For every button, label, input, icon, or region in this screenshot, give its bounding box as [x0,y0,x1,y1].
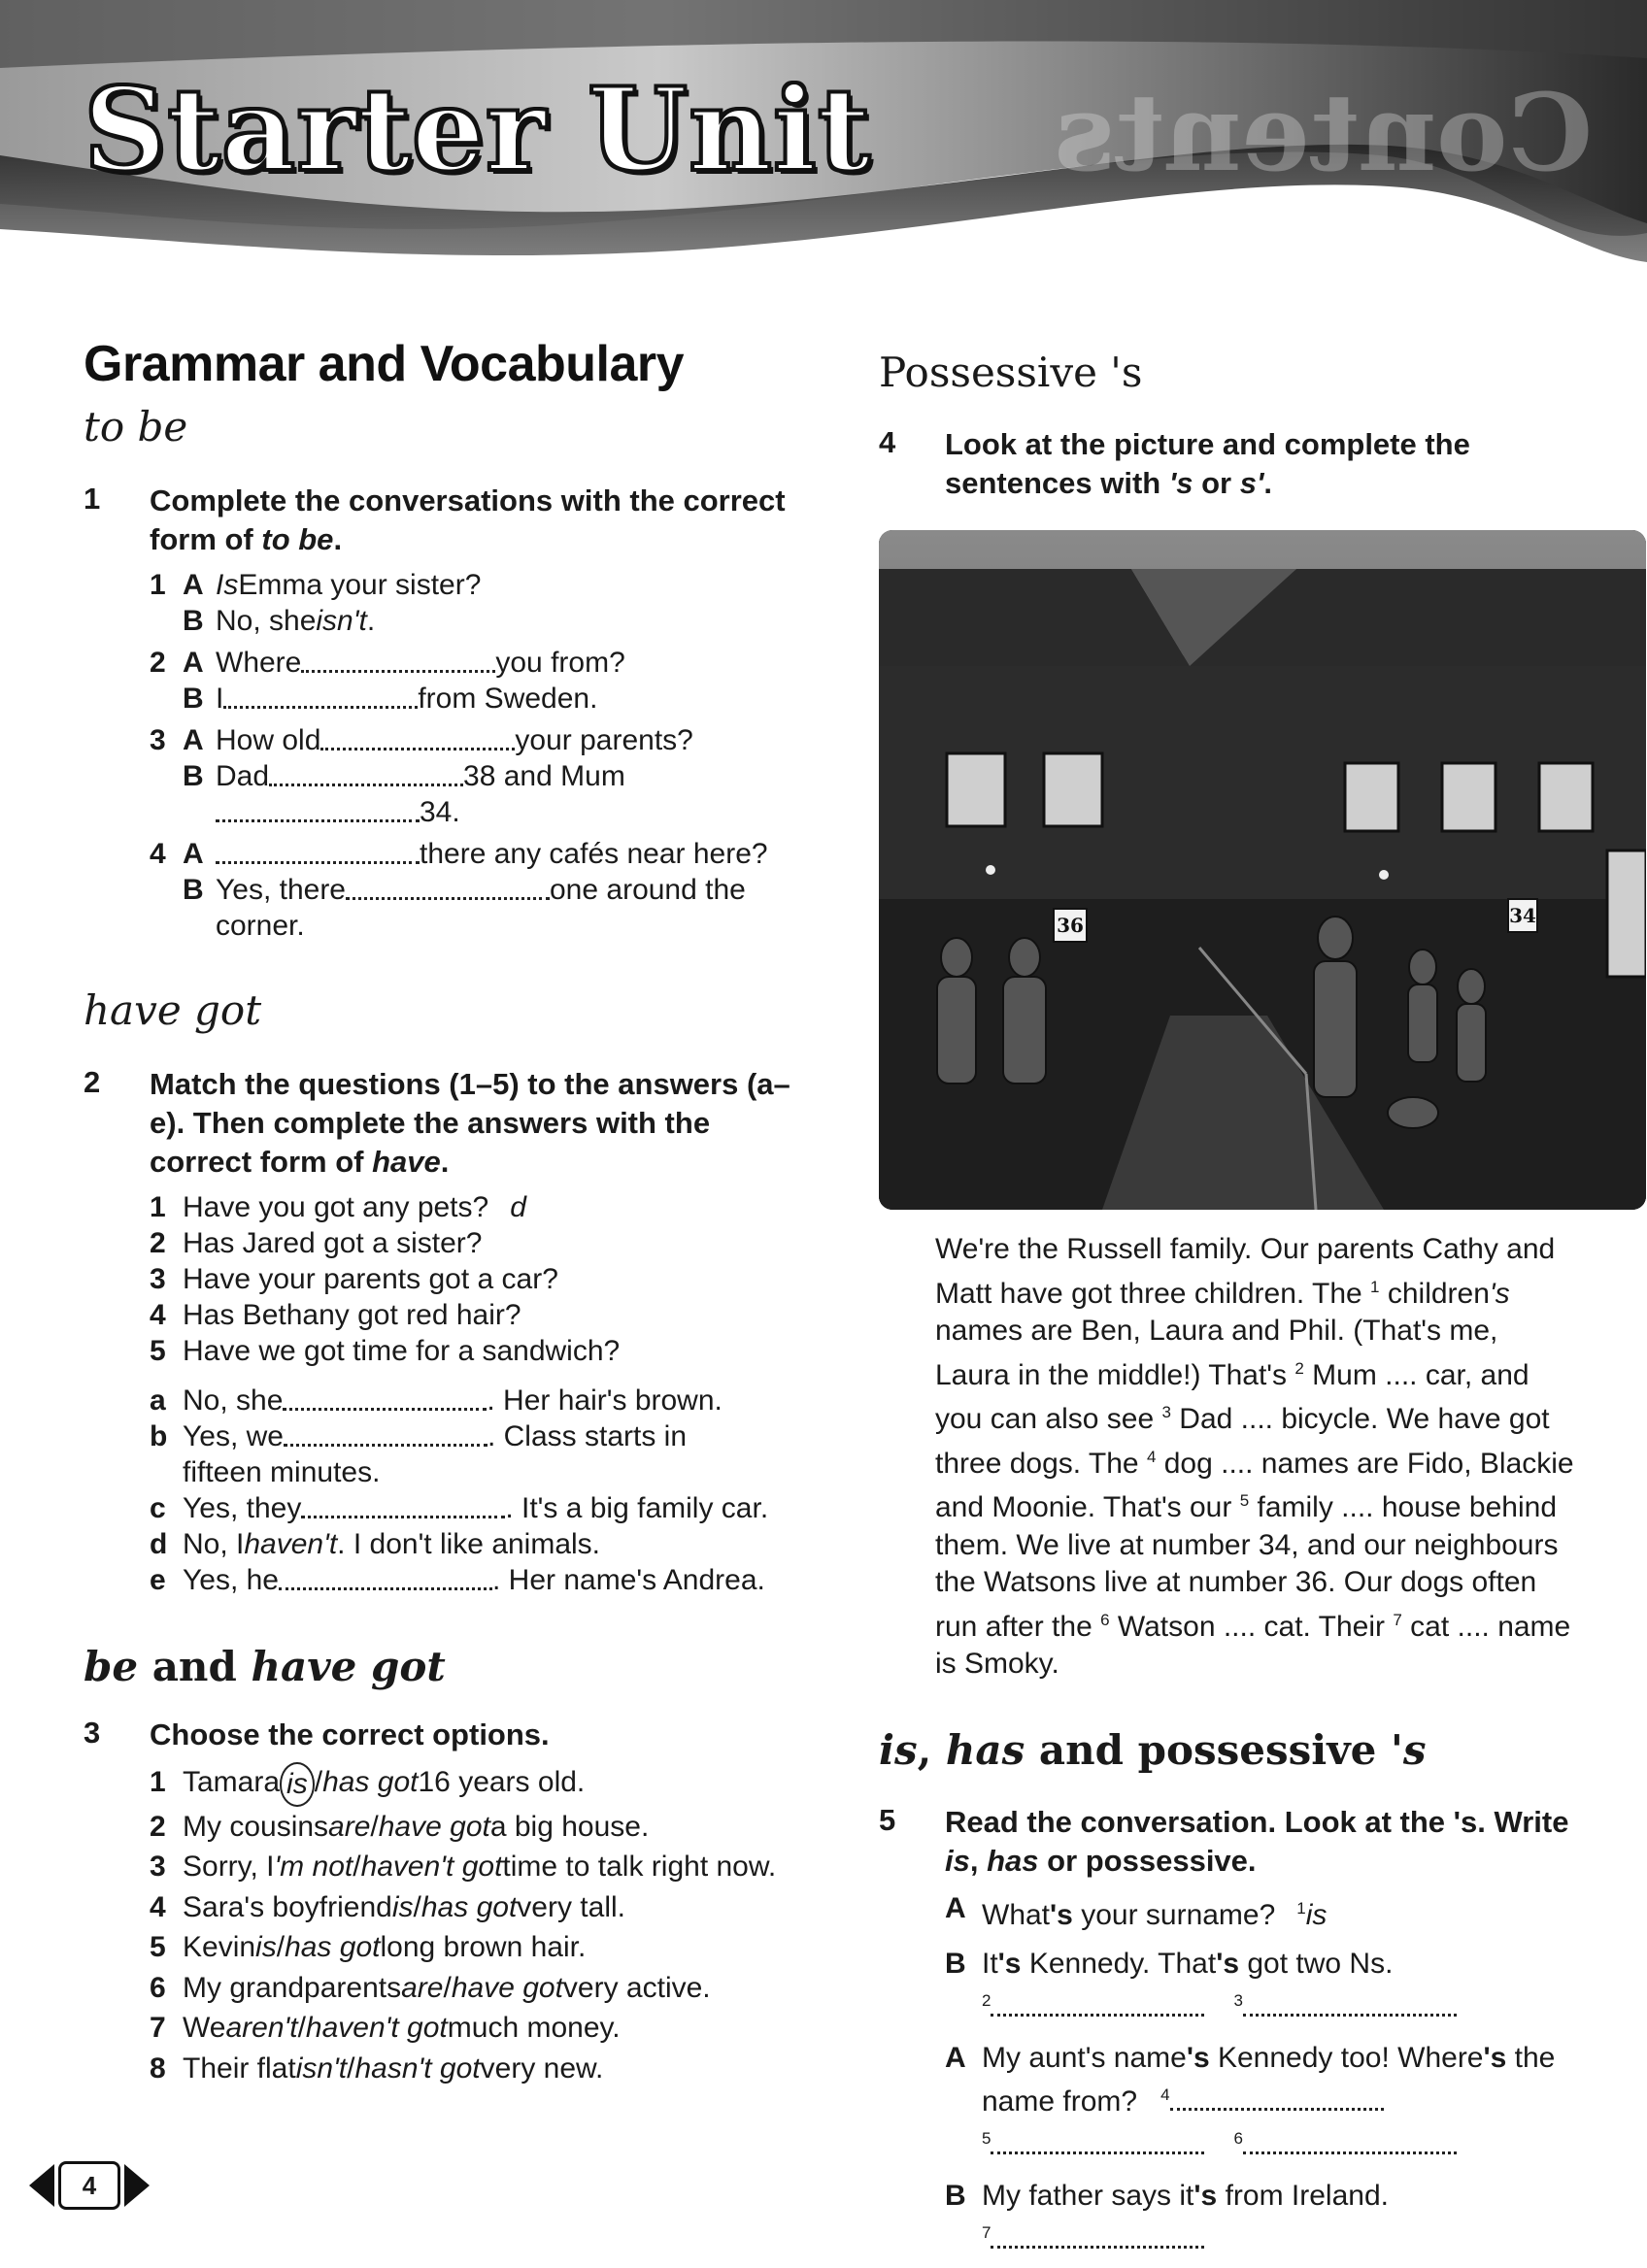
answer-blank[interactable] [301,645,495,673]
dialogue-line: B My father says it's from Ireland. [945,2179,1389,2212]
exercise-instruction: Complete the conversations with the correct form of to be. [150,484,786,556]
subsection-title-is-has-possessive: is, has and possessive 's [879,1725,1427,1774]
option[interactable]: aren't [225,2012,298,2044]
answer-blank[interactable] [216,836,420,864]
family-paragraph: We're the Russell family. Our parents Cathy and Matt have got three children. The $^1$ children's names are Ben, Laura and Phil. (That's me, Laura in the middle!) That's $^2$ Mum .... car, and you can also see $^3$ Dad .... bicycle. We have got three dogs. The $^4$ dog .... names are Fido, Blackie and Moonie. That's our $^5$ family .... house behind them. We live at number 34, and our neighbours the Watsons live at number 36. Our dogs often run after the $^6$ Watson .... cat. Their $^7$ cat .... name is Smoky. [935,1233,1574,1680]
option[interactable]: haven't got [360,1851,503,1883]
option[interactable]: has got [285,1931,381,1963]
subsection-title-possessive: Possessive 's [879,349,1143,396]
house-number-36: 36 [1057,914,1084,937]
option[interactable]: hasn't got [354,2051,481,2085]
option[interactable]: is [391,1890,414,1923]
house-number-34: 34 [1509,904,1536,927]
choice-item: 2 My cousins are / have got a big house. [150,1807,802,1848]
example-answer: isn't [316,605,367,637]
answer-blank[interactable] [223,681,418,709]
family-house-illustration [879,530,1646,1210]
choice-item: 3 Sorry, I 'm not / haven't got time to talk right now. [150,1847,802,1887]
page-number: 4 [58,2161,120,2210]
answer-blank[interactable] [346,872,550,900]
option[interactable]: are [328,1810,371,1843]
exercise-number: 1 [84,482,101,516]
example-answer: Is [216,569,239,601]
next-page-arrow-icon[interactable] [124,2164,150,2207]
choice-item: 5 Kevin is / has got long brown hair. [150,1927,802,1968]
exercise-number: 3 [84,1716,101,1750]
answer-blank[interactable] [320,722,515,750]
unit-title: Starter Unit [84,62,872,197]
exercise-3-items [150,1762,802,2088]
example-answer: 's [1489,1277,1510,1310]
exercise-2-answers [150,1383,802,1598]
answer-blank[interactable] [1170,2083,1384,2111]
option[interactable]: isn't [295,2051,348,2085]
exercise-5 [879,1803,1578,1881]
answer-item: d No, I haven't . I don't like animals. [150,1528,601,1560]
answer-item: e Yes, he . Her name's Andrea. [150,1564,765,1596]
option[interactable]: have got [378,1810,490,1843]
option[interactable]: are [401,1971,444,2004]
answer-blank[interactable] [1243,2126,1457,2154]
left-column [84,335,802,2088]
exercise-2 [84,1065,802,1182]
choice-item: 7 We aren't / haven't got much money. [150,2008,802,2049]
answer-blank[interactable] [216,794,420,822]
exercise-instruction: Read the conversation. Look at the 's. Write is, has or possessive. [945,1804,1569,1878]
question-item: 5 Have we got time for a sandwich? [150,1335,621,1367]
question-item: 4 Has Bethany got red hair? [150,1299,521,1331]
option[interactable]: haven't got [305,2012,448,2044]
subsection-title-have-got: have got [84,986,262,1034]
svg-text:Contents: Contents [1054,70,1593,195]
choice-item: 4 Sara's boyfriend is / has got very tall. [150,1887,802,1928]
exercise-4 [879,425,1578,503]
answer-blank[interactable] [991,2220,1204,2249]
exercise-number: 5 [879,1802,896,1837]
answer-blank[interactable] [279,1562,492,1590]
exercise-1 [84,482,802,559]
answer-blank[interactable] [991,1988,1204,2017]
question-item: 3 Have your parents got a car? [150,1263,558,1295]
conversation-line: 1 A Is Emma your sister? [150,569,482,601]
conversation-line: B Yes, there one around the [183,874,746,906]
answer-blanks: $^5$ $^6$ [982,2120,1578,2164]
answer-blanks: 7 [982,2215,1578,2258]
exercise-number: 4 [879,425,896,459]
answer-item: c Yes, they . It's a big family car. [150,1492,769,1524]
dialogue-line: A What's your surname? $^1$is [945,1891,1328,1931]
conversation-line: 34. [150,794,802,830]
answer-blank[interactable] [269,758,463,786]
answer-blanks: name from? $^4$ [982,2077,1578,2120]
previous-page-arrow-icon[interactable] [29,2164,54,2207]
conversation-line: B No, she isn't . [183,605,376,637]
conversation-line: B I from Sweden. [183,683,598,715]
subsection-title-to-be: to be [84,403,188,450]
option[interactable]: 'm not [274,1851,353,1883]
exercise-instruction: Look at the picture and complete the sentences with 's or s'. [945,427,1470,500]
answer-blanks: $^2$ $^3$ [982,1983,1578,2026]
subsection-title-be-and-have-got: be and have got [84,1643,446,1690]
choice-item: 8 Their flat isn't / hasn't got very new. [150,2049,802,2089]
option[interactable]: has got [322,1766,419,1798]
question-item: 2 Has Jared got a sister? [150,1227,483,1259]
exercise-3 [84,1716,802,1754]
answer-blank[interactable] [301,1490,505,1518]
conversation-line: 3 A How old your parents? [150,724,693,756]
question-item: 1 Have you got any pets? d [150,1191,526,1223]
dialogue-line: A My aunt's name's Kennedy too! Where's the [945,2041,1556,2074]
option[interactable]: has got [420,1890,518,1923]
answer-blank[interactable] [1243,1988,1457,2017]
conversation-line: corner. [216,910,305,942]
choice-item: 6 My grandparents are / have got very active. [150,1968,802,2009]
exercise-instruction: Choose the correct options. [150,1718,550,1751]
choice-item: 1 Tamara is / has got 16 years old. [150,1762,802,1807]
exercise-2-questions [150,1189,802,1369]
example-answer: d [510,1191,526,1223]
header-banner [0,0,1647,311]
dialogue-line: B It's Kennedy. That's got two Ns. [945,1947,1394,1980]
section-title: Grammar and Vocabulary [84,336,685,392]
answer-item: b Yes, we . Class starts in [150,1420,688,1452]
answer-blank[interactable] [991,2126,1204,2154]
page-number-nav [29,2161,150,2210]
exercise-1-items [150,567,802,944]
conversation-line: 4 A there any cafés near here? [150,838,768,870]
exercise-5-dialogue [945,1890,1578,2258]
circled-option[interactable]: is [280,1762,315,1807]
example-answer: is [1305,1898,1328,1931]
answer-blank[interactable] [284,1418,487,1447]
conversation-line: 2 A Where you from? [150,647,625,679]
example-answer: haven't [244,1528,338,1560]
answer-item: a No, she . Her hair's brown. [150,1384,723,1417]
option[interactable]: have got [451,1971,563,2004]
answer-item: fifteen minutes. [183,1456,381,1488]
exercise-number: 2 [84,1065,101,1099]
exercise-instruction: Match the questions (1–5) to the answers (a–e). Then complete the answers with the correct form of have. [150,1067,790,1179]
option[interactable]: is [255,1931,277,1963]
right-column [879,335,1578,2258]
answer-blank[interactable] [283,1383,487,1411]
conversation-line: B Dad 38 and Mum [183,760,625,792]
